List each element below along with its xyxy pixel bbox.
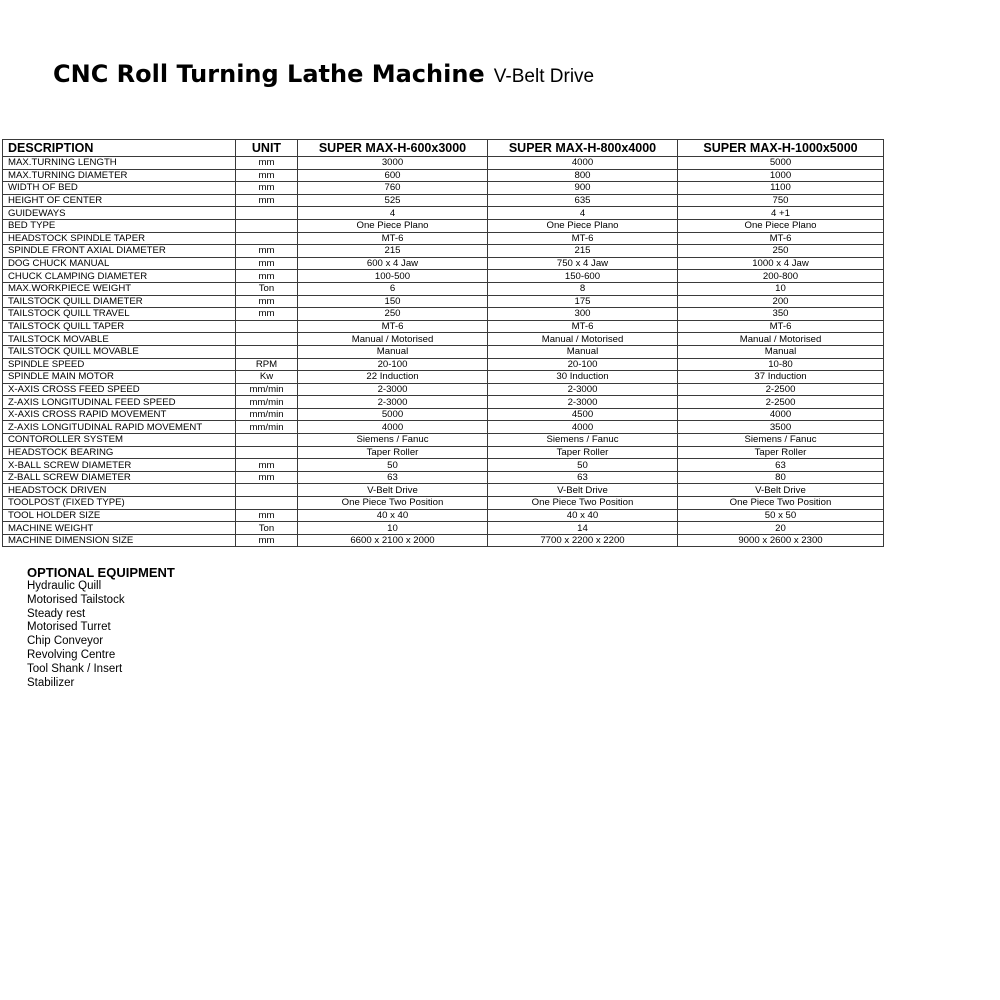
spec-description-cell: WIDTH OF BED [3,182,236,195]
spec-description-cell: TAILSTOCK QUILL TAPER [3,320,236,333]
spec-value-cell: 4500 [488,408,678,421]
spec-value-cell: 2-3000 [298,396,488,409]
spec-unit-cell: mm [236,257,298,270]
spec-value-cell: 150-600 [488,270,678,283]
spec-unit-cell: mm/min [236,396,298,409]
table-row [3,245,884,258]
spec-value-cell: 100-500 [298,270,488,283]
spec-value-cell: 7700 x 2200 x 2200 [488,534,678,547]
spec-value-cell: 2-2500 [678,396,884,409]
spec-description-cell: DOG CHUCK MANUAL [3,257,236,270]
spec-value-cell: 760 [298,182,488,195]
spec-value-cell: V-Belt Drive [488,484,678,497]
spec-value-cell: Siemens / Fanuc [488,434,678,447]
table-row [3,182,884,195]
table-row [3,434,884,447]
spec-value-cell: 10 [298,522,488,535]
spec-description-cell: Z-BALL SCREW DIAMETER [3,471,236,484]
spec-description-cell: HEADSTOCK BEARING [3,446,236,459]
spec-unit-cell: mm [236,295,298,308]
spec-value-cell: 4000 [298,421,488,434]
table-row [3,396,884,409]
table-row [3,320,884,333]
spec-description-cell: MACHINE WEIGHT [3,522,236,535]
table-row [3,282,884,295]
spec-value-cell: 4 [488,207,678,220]
spec-unit-cell: mm [236,534,298,547]
column-header: SUPER MAX-H-600x3000 [298,140,488,157]
table-row [3,219,884,232]
table-row [3,408,884,421]
spec-value-cell: 80 [678,471,884,484]
spec-value-cell: 10 [678,282,884,295]
spec-value-cell: 525 [298,194,488,207]
column-header: UNIT [236,140,298,157]
spec-value-cell: 63 [298,471,488,484]
optional-equipment-list [27,580,175,690]
column-header: DESCRIPTION [3,140,236,157]
spec-value-cell: 9000 x 2600 x 2300 [678,534,884,547]
spec-value-cell: One Piece Plano [488,219,678,232]
spec-unit-cell [236,446,298,459]
spec-description-cell: HEADSTOCK DRIVEN [3,484,236,497]
spec-value-cell: 3000 [298,157,488,170]
spec-unit-cell: mm/min [236,383,298,396]
spec-value-cell: One Piece Two Position [298,497,488,510]
spec-value-cell: Taper Roller [488,446,678,459]
spec-description-cell: X-AXIS CROSS FEED SPEED [3,383,236,396]
table-row [3,270,884,283]
spec-unit-cell: mm/min [236,408,298,421]
spec-unit-cell [236,434,298,447]
spec-value-cell: 20-100 [488,358,678,371]
spec-unit-cell: mm [236,509,298,522]
spec-value-cell: 63 [488,471,678,484]
spec-description-cell: MAX.TURNING LENGTH [3,157,236,170]
spec-value-cell: 4000 [678,408,884,421]
spec-value-cell: 4 [298,207,488,220]
spec-unit-cell [236,333,298,346]
spec-description-cell: CHUCK CLAMPING DIAMETER [3,270,236,283]
spec-value-cell: 8 [488,282,678,295]
list-item: Revolving Centre [27,648,116,661]
table-row [3,509,884,522]
table-row [3,471,884,484]
spec-value-cell: 4000 [488,157,678,170]
spec-value-cell: V-Belt Drive [678,484,884,497]
spec-value-cell: Manual [298,345,488,358]
spec-value-cell: 215 [488,245,678,258]
spec-value-cell: One Piece Two Position [678,497,884,510]
table-row [3,333,884,346]
spec-value-cell: 300 [488,308,678,321]
spec-value-cell: MT-6 [298,232,488,245]
spec-unit-cell: mm/min [236,421,298,434]
spec-description-cell: X-AXIS CROSS RAPID MOVEMENT [3,408,236,421]
list-item: Tool Shank / Insert [27,662,123,675]
list-item: Hydraulic Quill [27,580,102,592]
table-row [3,232,884,245]
spec-value-cell: 22 Induction [298,371,488,384]
list-item: Chip Conveyor [27,635,104,648]
spec-description-cell: HEADSTOCK SPINDLE TAPER [3,232,236,245]
spec-value-cell: 1000 x 4 Jaw [678,257,884,270]
spec-value-cell: Manual [678,345,884,358]
table-row [3,295,884,308]
table-row [3,157,884,170]
spec-value-cell: 14 [488,522,678,535]
spec-value-cell: One Piece Plano [298,219,488,232]
list-item: Steady rest [27,607,86,620]
spec-value-cell: 30 Induction [488,371,678,384]
spec-value-cell: 50 [488,459,678,472]
spec-value-cell: Manual / Motorised [298,333,488,346]
spec-value-cell: 215 [298,245,488,258]
spec-description-cell: MAX.TURNING DIAMETER [3,169,236,182]
spec-value-cell: One Piece Plano [678,219,884,232]
spec-value-cell: Siemens / Fanuc [678,434,884,447]
spec-unit-cell [236,207,298,220]
spec-description-cell: TAILSTOCK QUILL DIAMETER [3,295,236,308]
spec-description-cell: HEIGHT OF CENTER [3,194,236,207]
spec-value-cell: MT-6 [488,320,678,333]
spec-value-cell: 350 [678,308,884,321]
spec-unit-cell: RPM [236,358,298,371]
spec-value-cell: 900 [488,182,678,195]
spec-value-cell: 800 [488,169,678,182]
list-item: Motorised Turret [27,621,111,634]
spec-value-cell: 6600 x 2100 x 2000 [298,534,488,547]
spec-value-cell: One Piece Two Position [488,497,678,510]
table-row [3,446,884,459]
spec-value-cell: 600 x 4 Jaw [298,257,488,270]
spec-value-cell: 2-3000 [298,383,488,396]
spec-value-cell: 37 Induction [678,371,884,384]
spec-description-cell: TAILSTOCK MOVABLE [3,333,236,346]
spec-value-cell: 3500 [678,421,884,434]
spec-value-cell: 635 [488,194,678,207]
spec-unit-cell: mm [236,157,298,170]
spec-value-cell: 2-2500 [678,383,884,396]
spec-unit-cell: mm [236,308,298,321]
spec-unit-cell: mm [236,169,298,182]
spec-unit-cell: mm [236,245,298,258]
spec-description-cell: MAX.WORKPIECE WEIGHT [3,282,236,295]
spec-value-cell: 4 +1 [678,207,884,220]
spec-unit-cell: Kw [236,371,298,384]
spec-description-cell: MACHINE DIMENSION SIZE [3,534,236,547]
list-item: Stabilizer [27,676,75,689]
title-main: CNC Roll Turning Lathe Machine [53,60,485,88]
spec-unit-cell: mm [236,194,298,207]
table-row [3,358,884,371]
table-row [3,207,884,220]
spec-value-cell: 750 x 4 Jaw [488,257,678,270]
spec-description-cell: SPINDLE SPEED [3,358,236,371]
spec-value-cell: Manual / Motorised [488,333,678,346]
table-row [3,522,884,535]
list-item: Motorised Tailstock [27,593,125,606]
spec-unit-cell: mm [236,270,298,283]
spec-value-cell: 2-3000 [488,396,678,409]
table-row [3,257,884,270]
spec-value-cell: MT-6 [298,320,488,333]
spec-value-cell: 50 x 50 [678,509,884,522]
table-row [3,459,884,472]
spec-value-cell: MT-6 [488,232,678,245]
spec-value-cell: 4000 [488,421,678,434]
spec-table [2,139,884,547]
spec-value-cell: 1000 [678,169,884,182]
spec-description-cell: Z-AXIS LONGITUDINAL RAPID MOVEMENT [3,421,236,434]
spec-description-cell: TAILSTOCK QUILL TRAVEL [3,308,236,321]
spec-unit-cell: Ton [236,282,298,295]
spec-description-cell: TOOL HOLDER SIZE [3,509,236,522]
spec-description-cell: CONTOROLLER SYSTEM [3,434,236,447]
spec-value-cell: 6 [298,282,488,295]
spec-value-cell: 1100 [678,182,884,195]
spec-description-cell: SPINDLE FRONT AXIAL DIAMETER [3,245,236,258]
spec-value-cell: 40 x 40 [298,509,488,522]
spec-value-cell: 175 [488,295,678,308]
spec-description-cell: X-BALL SCREW DIAMETER [3,459,236,472]
page-title [53,60,594,88]
spec-unit-cell: mm [236,182,298,195]
spec-value-cell: Taper Roller [298,446,488,459]
table-row [3,345,884,358]
spec-table-body [3,157,884,547]
spec-value-cell: 150 [298,295,488,308]
spec-unit-cell [236,219,298,232]
spec-value-cell: 63 [678,459,884,472]
spec-table-header-row [3,140,884,157]
spec-value-cell: 5000 [678,157,884,170]
optional-equipment-title: OPTIONAL EQUIPMENT [27,565,175,580]
table-row [3,169,884,182]
spec-value-cell: Manual / Motorised [678,333,884,346]
spec-unit-cell: Ton [236,522,298,535]
spec-description-cell: GUIDEWAYS [3,207,236,220]
table-row [3,421,884,434]
spec-description-cell: SPINDLE MAIN MOTOR [3,371,236,384]
spec-description-cell: BED TYPE [3,219,236,232]
column-header: SUPER MAX-H-800x4000 [488,140,678,157]
spec-unit-cell: mm [236,471,298,484]
table-row [3,383,884,396]
spec-unit-cell [236,345,298,358]
spec-value-cell: 10-80 [678,358,884,371]
spec-value-cell: 600 [298,169,488,182]
spec-unit-cell [236,232,298,245]
spec-unit-cell: mm [236,459,298,472]
title-subtitle: V-Belt Drive [493,66,595,87]
spec-value-cell: Manual [488,345,678,358]
spec-value-cell: 250 [678,245,884,258]
table-row [3,308,884,321]
spec-value-cell: V-Belt Drive [298,484,488,497]
spec-value-cell: 200-800 [678,270,884,283]
spec-value-cell: 5000 [298,408,488,421]
spec-value-cell: 50 [298,459,488,472]
spec-unit-cell [236,320,298,333]
spec-value-cell: Siemens / Fanuc [298,434,488,447]
spec-value-cell: 40 x 40 [488,509,678,522]
table-row [3,497,884,510]
spec-value-cell: 250 [298,308,488,321]
table-row [3,534,884,547]
spec-unit-cell [236,484,298,497]
spec-value-cell: MT-6 [678,320,884,333]
table-row [3,371,884,384]
spec-description-cell: TAILSTOCK QUILL MOVABLE [3,345,236,358]
column-header: SUPER MAX-H-1000x5000 [678,140,884,157]
table-row [3,484,884,497]
spec-unit-cell [236,497,298,510]
spec-value-cell: 2-3000 [488,383,678,396]
spec-description-cell: Z-AXIS LONGITUDINAL FEED SPEED [3,396,236,409]
spec-value-cell: MT-6 [678,232,884,245]
spec-value-cell: 20-100 [298,358,488,371]
spec-value-cell: 20 [678,522,884,535]
table-row [3,194,884,207]
spec-value-cell: 200 [678,295,884,308]
spec-value-cell: 750 [678,194,884,207]
spec-value-cell: Taper Roller [678,446,884,459]
spec-description-cell: TOOLPOST (FIXED TYPE) [3,497,236,510]
optional-equipment [27,565,175,690]
